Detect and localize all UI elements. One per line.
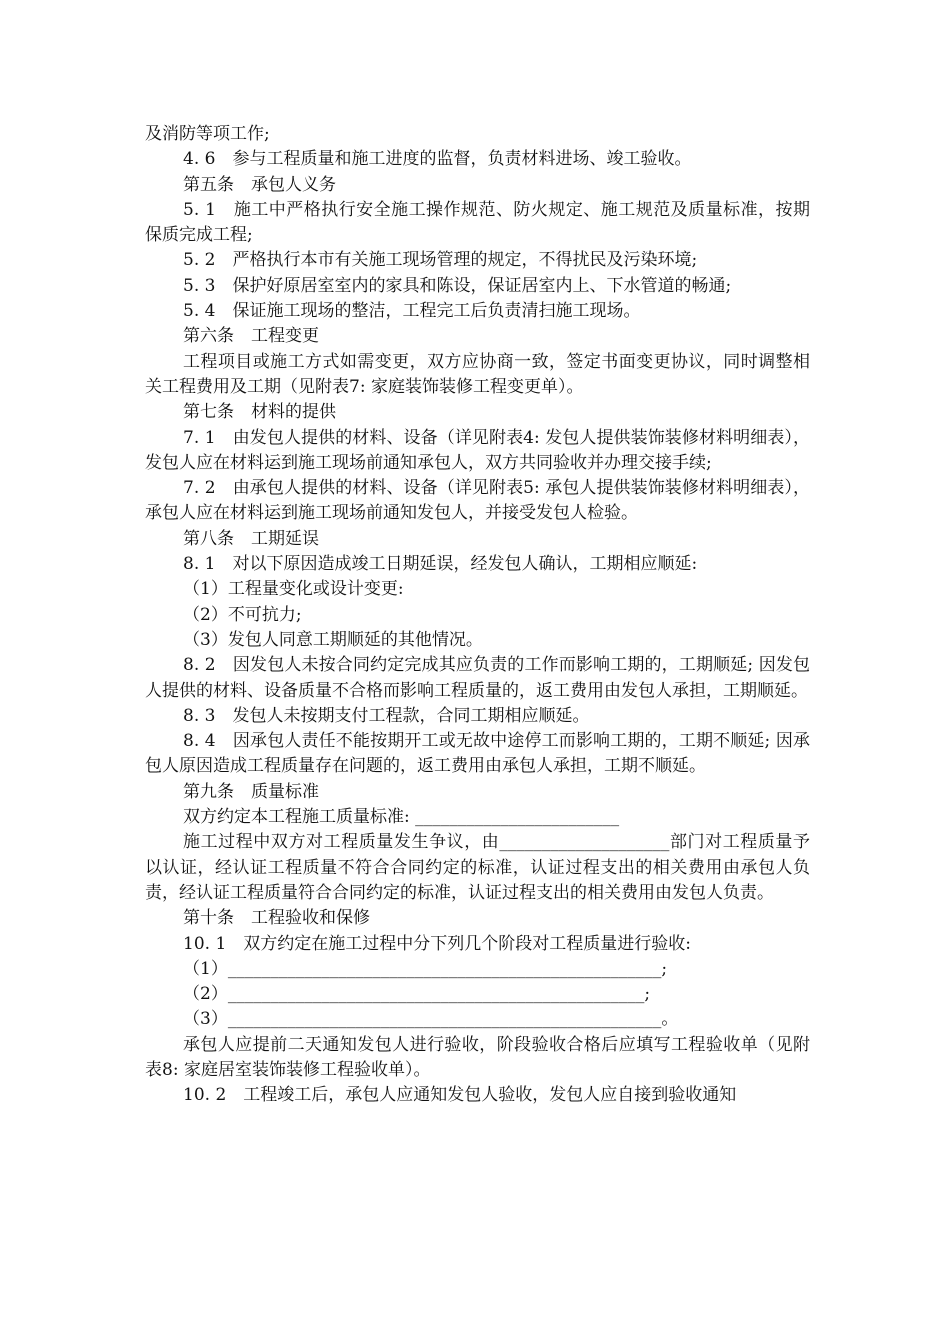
article-10-heading: 第十条 工程验收和保修: [183, 908, 370, 929]
clause-5-2: 5. 2 严格执行本市有关施工现场管理的规定，不得扰民及污染环境;: [183, 250, 698, 271]
clause-4-6: 4. 6 参与工程质量和施工进度的监督，负责材料进场、竣工验收。: [183, 149, 692, 170]
clause-8-3: 8. 3 发包人未按期支付工程款，合同工期相应顺延。: [183, 705, 590, 726]
inspection-stage-1-blank: （1）___________________________________________________;: [183, 958, 668, 979]
clause-8-1-item-1: （1）工程量变化或设计变更:: [183, 579, 404, 600]
article-6-heading: 第六条 工程变更: [183, 326, 319, 347]
clause-5-4: 5. 4 保证施工现场的整洁，工程完工后负责清扫施工现场。: [183, 301, 641, 322]
article-6-body: 工程项目或施工方式如需变更，双方应协商一致，签定书面变更协议，同时调整相关工程费用及工期（见附表7: 家庭装饰装修工程变更单）。: [145, 351, 810, 397]
paragraph-fire-control: 及消防等项工作;: [145, 124, 270, 144]
quality-dispute-clause: 施工过程中双方对工程质量发生争议，由____________________部门对工程质量予以认证，经认证工程质量不符合合同约定的标准，认证过程支出的相关费用由承包人负责，经认证工程质量符合合同约定的标准，认证过程支出的相关费用由发包人负责。: [145, 832, 810, 903]
clause-8-1-item-2: （2）不可抗力;: [183, 604, 302, 625]
clause-10-2: 10. 2 工程竣工后，承包人应通知发包人验收，发包人应自接到验收通知: [183, 1085, 737, 1106]
article-9-heading: 第九条 质量标准: [183, 781, 319, 802]
article-5-heading: 第五条 承包人义务: [183, 174, 336, 195]
clause-8-1-item-3: （3）发包人同意工期顺延的其他情况。: [183, 629, 483, 650]
clause-7-1: 7. 1 由发包人提供的材料、设备（详见附表4: 发包人提供装饰装修材料明细表），发包人应在材料运到施工现场前通知承包人，双方共同验收并办理交接手续;: [145, 427, 810, 473]
article-7-heading: 第七条 材料的提供: [183, 402, 336, 423]
inspection-stage-3-blank: （3）___________________________________________________。: [183, 1009, 679, 1030]
clause-8-1: 8. 1 对以下原因造成竣工日期延误，经发包人确认，工期相应顺延:: [183, 554, 698, 575]
contract-body: [145, 122, 810, 1109]
quality-standard-blank: 双方约定本工程施工质量标准: ________________________: [183, 807, 620, 828]
inspection-stage-2-blank: （2）_________________________________________________;: [183, 984, 651, 1005]
clause-5-1: 5. 1 施工中严格执行安全施工操作规范、防火规定、施工规范及质量标准，按期保质完成工程;: [145, 199, 810, 246]
clause-8-4: 8. 4 因承包人责任不能按期开工或无故中途停工而影响工期的，工期不顺延; 因承包人原因造成工程质量存在问题的，返工费用由承包人承担，工期不顺延。: [145, 731, 810, 777]
clause-8-2: 8. 2 因发包人未按合同约定完成其应负责的工作而影响工期的，工期顺延; 因发包人提供的材料、设备质量不合格而影响工程质量的，返工费用由发包人承担，工期顺延。: [145, 655, 810, 701]
clause-5-3: 5. 3 保护好原居室室内的家具和陈设，保证居室内上、下水管道的畅通;: [183, 275, 732, 296]
clause-10-1: 10. 1 双方约定在施工过程中分下列几个阶段对工程质量进行验收:: [183, 933, 691, 954]
article-8-heading: 第八条 工期延误: [183, 528, 319, 549]
inspection-notice-clause: 承包人应提前二天通知发包人进行验收，阶段验收合格后应填写工程验收单（见附表8: 家庭居室装饰装修工程验收单）。: [145, 1034, 810, 1080]
clause-7-2: 7. 2 由承包人提供的材料、设备（详见附表5: 承包人提供装饰装修材料明细表），承包人应在材料运到施工现场前通知发包人，并接受发包人检验。: [145, 478, 810, 524]
